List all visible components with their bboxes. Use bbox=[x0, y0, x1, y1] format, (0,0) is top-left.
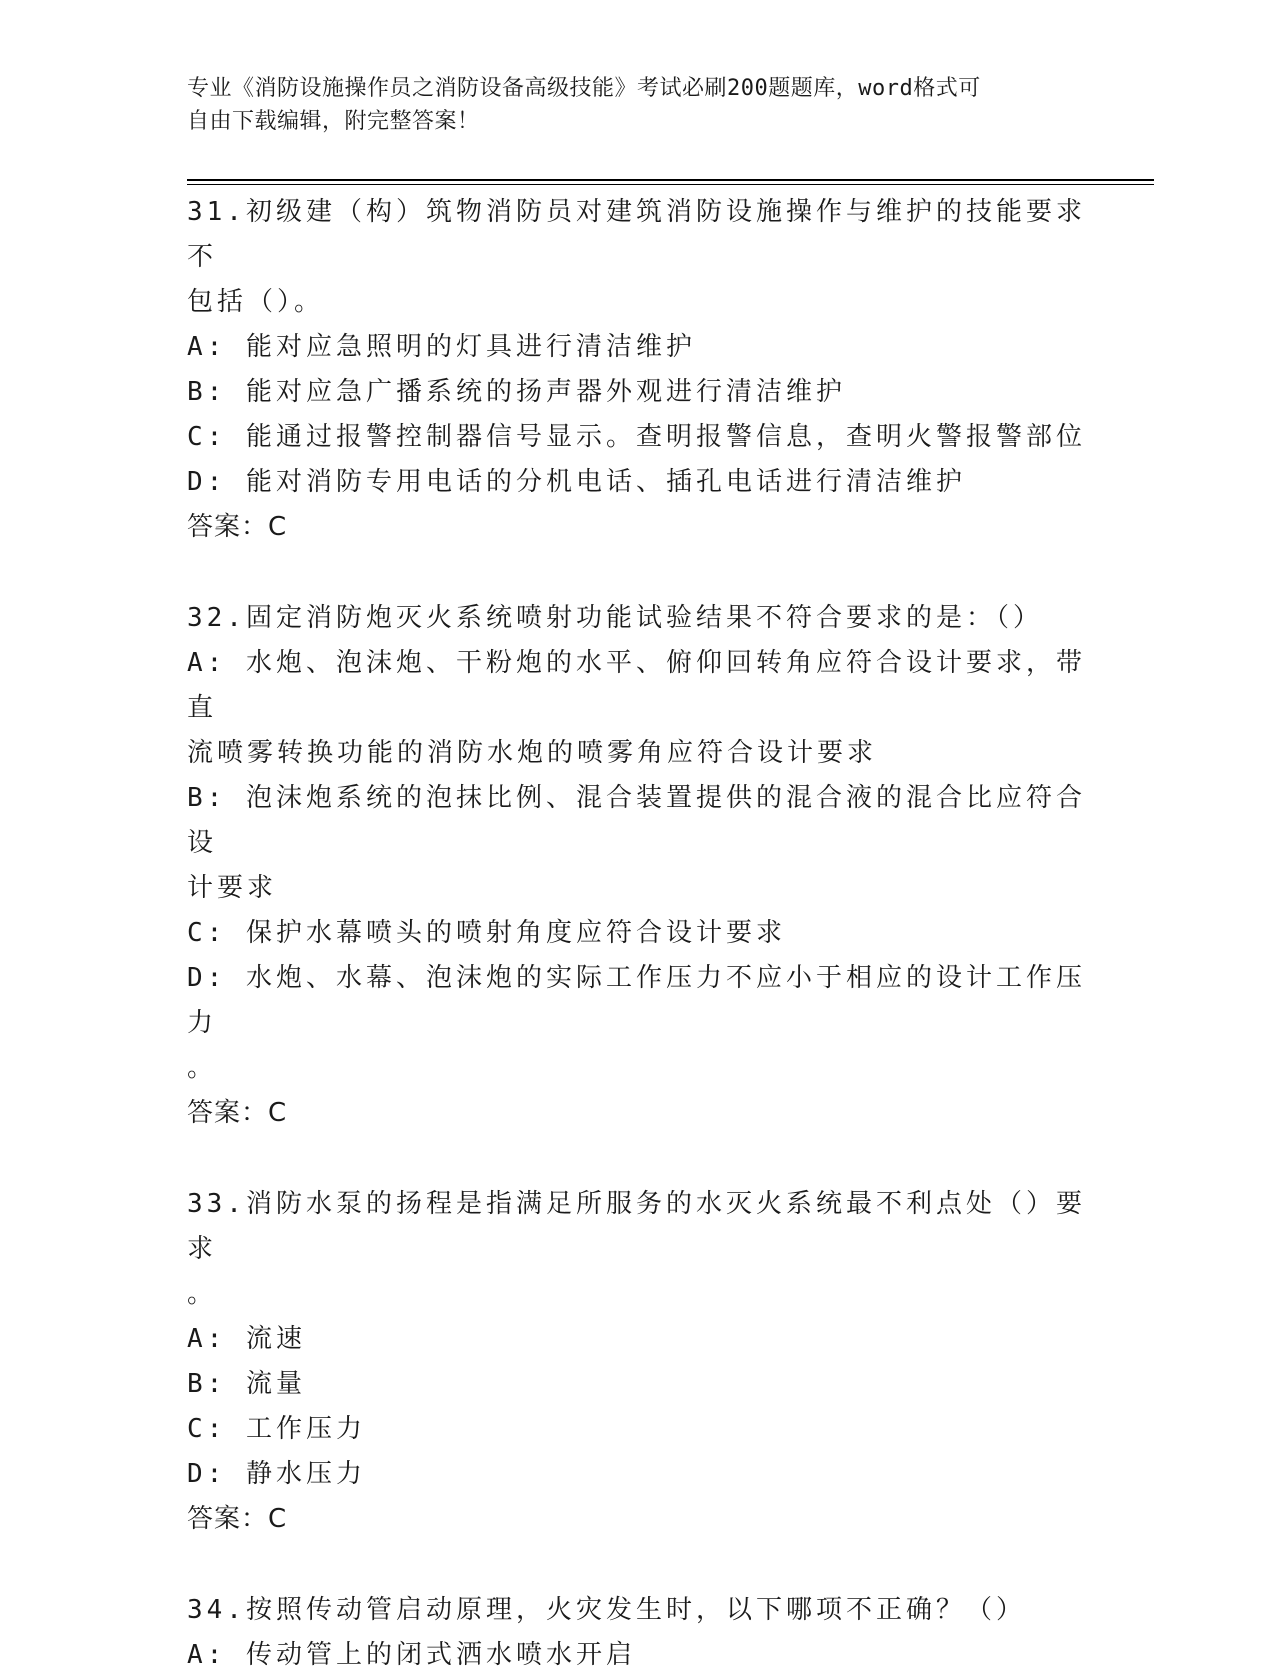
option-b: B: 流量 bbox=[187, 1369, 306, 1399]
option-a: A: 流速 bbox=[187, 1324, 306, 1354]
question-stem-line: 31.初级建（构）筑物消防员对建筑消防设施操作与维护的技能要求不 bbox=[187, 197, 1086, 272]
question-31 bbox=[187, 190, 1087, 550]
option-b: B: 泡沫炮系统的泡抹比例、混合装置提供的混合液的混合比应符合设 bbox=[187, 783, 1086, 858]
header-line-2: 自由下载编辑，附完整答案！ bbox=[187, 109, 480, 134]
question-34 bbox=[187, 1588, 1087, 1678]
option-c: C: 保护水幕喷头的喷射角度应符合设计要求 bbox=[187, 918, 786, 948]
question-stem-line: 34.按照传动管启动原理，火灾发生时，以下哪项不正确？（） bbox=[187, 1595, 1026, 1625]
question-list bbox=[187, 190, 1087, 1678]
option-d-continued: 。 bbox=[187, 1053, 218, 1083]
option-a: A: 传动管上的闭式洒水喷水开启 bbox=[187, 1640, 636, 1670]
question-stem-line: 包括（）。 bbox=[187, 287, 325, 317]
option-b-continued: 计要求 bbox=[187, 873, 278, 903]
question-stem-line: 32.固定消防炮灭火系统喷射功能试验结果不符合要求的是：（） bbox=[187, 603, 1043, 633]
header-rule-thin bbox=[187, 184, 1154, 185]
answer-line: 答案：C bbox=[187, 512, 288, 542]
option-d: D: 能对消防专用电话的分机电话、插孔电话进行清洁维护 bbox=[187, 467, 966, 497]
option-d: D: 静水压力 bbox=[187, 1459, 366, 1489]
question-32 bbox=[187, 596, 1087, 1136]
option-d: D: 水炮、水幕、泡沫炮的实际工作压力不应小于相应的设计工作压力 bbox=[187, 963, 1086, 1038]
question-stem-line: 。 bbox=[187, 1279, 218, 1309]
answer-line: 答案：C bbox=[187, 1098, 288, 1128]
option-c: C: 能通过报警控制器信号显示。查明报警信息，查明火警报警部位 bbox=[187, 422, 1086, 452]
question-33 bbox=[187, 1182, 1087, 1542]
option-a: A: 能对应急照明的灯具进行清洁维护 bbox=[187, 332, 696, 362]
option-b: B: 能对应急广播系统的扬声器外观进行清洁维护 bbox=[187, 377, 846, 407]
option-a-continued: 流喷雾转换功能的消防水炮的喷雾角应符合设计要求 bbox=[187, 738, 878, 768]
header-line-1: 专业《消防设施操作员之消防设备高级技能》考试必刷200题题库，word格式可 bbox=[187, 76, 981, 101]
question-stem-line: 33.消防水泵的扬程是指满足所服务的水灭火系统最不利点处（）要求 bbox=[187, 1189, 1086, 1264]
option-a: A: 水炮、泡沫炮、干粉炮的水平、俯仰回转角应符合设计要求，带直 bbox=[187, 648, 1086, 723]
header-rule-thick bbox=[187, 179, 1154, 181]
document-header bbox=[187, 72, 1067, 138]
answer-line: 答案：C bbox=[187, 1504, 288, 1534]
option-c: C: 工作压力 bbox=[187, 1414, 366, 1444]
